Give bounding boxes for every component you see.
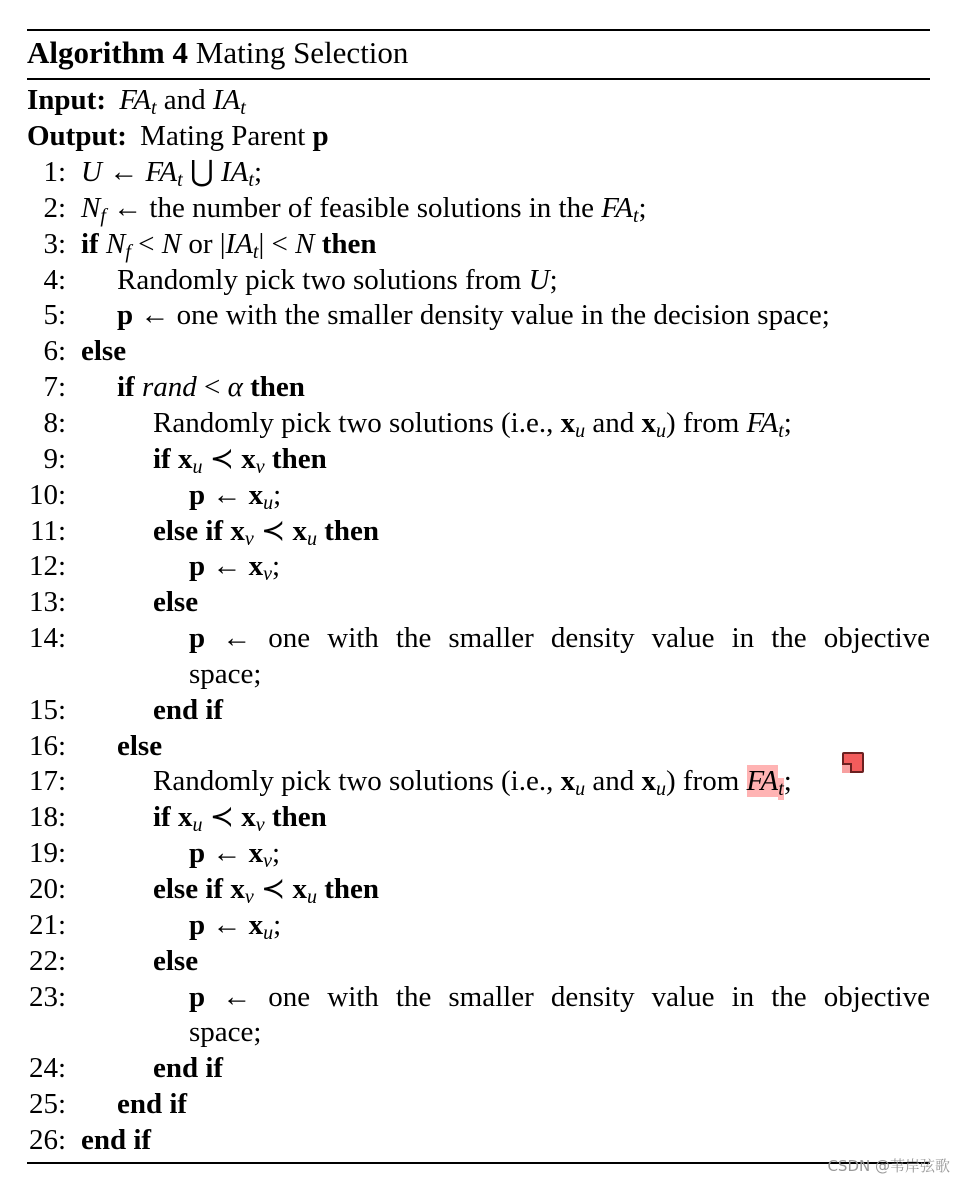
text: | < — [258, 227, 296, 260]
text: ) from — [665, 765, 747, 798]
keyword: then — [264, 442, 327, 475]
math-token: N — [161, 227, 182, 260]
output-row — [27, 118, 930, 154]
text: space; — [189, 1016, 262, 1049]
math-token: p — [189, 550, 206, 583]
keyword: else if — [153, 873, 231, 905]
line-number: 6: — [43, 335, 66, 368]
text: < — [196, 371, 228, 404]
algorithm-line — [27, 190, 930, 226]
line-content — [153, 1050, 930, 1086]
algorithm-line — [27, 405, 930, 441]
text: ; — [549, 263, 558, 296]
text: ≺ — [253, 514, 293, 547]
line-content — [117, 262, 930, 298]
line-number: 26: — [28, 1123, 66, 1156]
math-token: x — [230, 514, 245, 547]
keyword: else — [153, 586, 199, 619]
math-token: t — [150, 97, 157, 119]
algorithm-line — [27, 369, 930, 405]
algorithm-line — [27, 154, 930, 190]
line-content — [189, 907, 930, 943]
line-content — [153, 513, 930, 549]
math-token: x — [248, 908, 264, 941]
output-label: Output: — [27, 120, 127, 152]
line-content — [189, 656, 930, 692]
text: ) from — [665, 406, 747, 439]
line-number: 2: — [43, 191, 66, 224]
line-content — [189, 548, 930, 584]
line-number: 7: — [43, 371, 66, 404]
keyword: if — [81, 227, 106, 260]
line-content — [81, 226, 930, 262]
math-token: U — [81, 156, 102, 188]
algorithm-line — [27, 1014, 930, 1050]
line-content — [189, 477, 930, 513]
text: space; — [189, 657, 262, 690]
line-content — [153, 799, 930, 835]
algorithm-line — [27, 333, 930, 369]
math-token: u — [655, 778, 666, 801]
text: ⋃ — [182, 156, 222, 188]
text: ← one with the smaller density value in the decision space; — [133, 299, 830, 332]
keyword: if — [117, 371, 142, 404]
math-token: FA — [119, 84, 151, 116]
math-token: FA — [145, 156, 178, 188]
text: ; — [783, 765, 792, 798]
math-token: IA — [221, 156, 249, 188]
line-number: 11: — [30, 514, 66, 547]
keyword: if — [153, 442, 178, 475]
input-row — [27, 82, 930, 118]
line-number: 25: — [28, 1088, 66, 1121]
keyword: then — [264, 801, 327, 834]
output-value — [140, 120, 329, 152]
math-token: t — [252, 240, 259, 263]
algorithm-label: Algorithm 4 — [27, 35, 189, 70]
math-token: FA — [601, 191, 633, 224]
algorithm-line — [27, 548, 930, 584]
math-token: x — [177, 442, 193, 475]
line-number: 18: — [28, 801, 66, 834]
line-content — [189, 835, 930, 871]
text: ; — [273, 478, 282, 511]
algorithm-line — [27, 835, 930, 871]
text: ← — [205, 837, 249, 870]
math-token: N — [81, 191, 101, 224]
line-content — [81, 154, 930, 190]
math-token: f — [100, 204, 106, 227]
math-token: IA — [225, 227, 253, 260]
text: ; — [273, 908, 282, 941]
math-token: u — [192, 455, 203, 478]
line-number: 12: — [28, 550, 66, 583]
math-token: N — [295, 227, 315, 260]
text: ≺ — [202, 801, 242, 834]
text: < — [130, 227, 162, 260]
keyword: if — [153, 801, 178, 834]
line-content — [117, 728, 930, 764]
algorithm-line — [27, 584, 930, 620]
line-number: 5: — [43, 299, 66, 332]
math-token: x — [292, 514, 308, 547]
line-content — [81, 333, 930, 369]
text: ← — [205, 908, 249, 941]
text: Randomly pick two solutions (i.e., — [153, 406, 561, 439]
keyword: else — [117, 729, 163, 762]
keyword: end if — [117, 1088, 188, 1121]
math-token: p — [189, 478, 206, 511]
math-token: f — [125, 240, 131, 263]
text: ; — [783, 406, 792, 439]
algorithm-line — [27, 297, 930, 333]
algorithm-line — [27, 979, 930, 1015]
math-token: t — [778, 419, 784, 442]
math-token: v — [255, 814, 265, 837]
math-token: u — [655, 419, 666, 442]
text: Mating Parent — [140, 120, 313, 152]
line-number: 1: — [43, 156, 66, 188]
keyword: then — [317, 514, 380, 547]
text: ← — [205, 550, 249, 583]
math-token: x — [292, 873, 308, 905]
math-token: p — [189, 622, 206, 655]
algorithm-line — [27, 226, 930, 262]
math-token: FA — [746, 406, 779, 439]
keyword: end if — [153, 1052, 224, 1085]
math-token: p — [117, 299, 134, 332]
line-content — [153, 405, 930, 441]
text: ← one with the smaller density value in the objective — [205, 622, 930, 655]
algorithm-line — [27, 477, 930, 513]
line-content — [153, 441, 930, 477]
text: ; — [253, 156, 263, 188]
math-token: p — [189, 908, 206, 941]
algorithm-line — [27, 1050, 930, 1086]
math-token: IA — [212, 84, 241, 116]
line-content — [153, 584, 930, 620]
keyword: else — [153, 944, 199, 977]
text: ; — [272, 550, 281, 583]
math-token: x — [177, 801, 193, 834]
algorithm-line — [27, 943, 930, 979]
text: ≺ — [253, 873, 293, 905]
keyword: end if — [81, 1123, 152, 1156]
line-number: 24: — [28, 1052, 66, 1085]
math-token: p — [189, 980, 206, 1013]
algorithm-line — [27, 871, 930, 907]
line-number: 22: — [28, 944, 66, 977]
math-token: x — [230, 873, 245, 905]
math-token: x — [248, 837, 264, 870]
keyword: then — [314, 227, 377, 260]
line-content — [189, 620, 930, 656]
algorithm-line — [27, 656, 930, 692]
math-token: x — [248, 550, 264, 583]
text: Randomly pick two solutions from — [117, 263, 529, 296]
line-number: 8: — [43, 406, 66, 439]
algorithm-line — [27, 513, 930, 549]
algorithm-line — [27, 907, 930, 943]
algorithm-line — [27, 692, 930, 728]
line-number: 19: — [28, 837, 66, 870]
math-token: p — [312, 120, 329, 152]
line-content — [189, 979, 930, 1015]
math-token: t — [240, 97, 246, 119]
math-token: x — [241, 442, 256, 475]
algorithm-line — [27, 728, 930, 764]
math-token: p — [189, 837, 206, 870]
math-token: x — [641, 765, 656, 798]
math-token: u — [263, 491, 274, 514]
math-token: t — [632, 204, 639, 227]
algorithm-line — [27, 799, 930, 835]
math-token: x — [641, 406, 656, 439]
text: ← — [101, 156, 146, 188]
line-number: 10: — [28, 478, 66, 511]
algorithm-line — [27, 763, 930, 799]
algorithm-line — [27, 1086, 930, 1122]
line-number: 9: — [43, 442, 66, 475]
math-token: t — [177, 169, 183, 191]
math-token: x — [560, 765, 576, 798]
math-token: t — [248, 169, 254, 191]
line-number: 13: — [28, 586, 66, 619]
text: ≺ — [202, 442, 242, 475]
watermark: CSDN @苇岸弦歌 — [827, 1157, 950, 1175]
keyword: else if — [153, 514, 231, 547]
algorithm-line — [27, 262, 930, 298]
bottom-rule — [27, 1162, 930, 1164]
keyword: end if — [153, 693, 224, 726]
math-token: u — [575, 419, 586, 442]
text: ← the number of feasible solutions in the — [105, 191, 602, 224]
algorithm-line — [27, 620, 930, 656]
text: ← — [205, 478, 249, 511]
line-content — [81, 1122, 930, 1158]
text: and — [585, 406, 642, 439]
text: and — [585, 765, 642, 798]
line-number: 16: — [28, 729, 66, 762]
text: ; — [272, 837, 281, 870]
math-token: α — [227, 371, 243, 404]
math-token: u — [307, 527, 318, 550]
math-token: u — [307, 886, 318, 908]
math-token: x — [560, 406, 576, 439]
input-value — [119, 84, 246, 119]
math-token: v — [263, 563, 273, 586]
line-number: 21: — [28, 908, 66, 941]
math-token: v — [263, 850, 273, 873]
line-content — [117, 369, 930, 405]
math-token: x — [248, 478, 264, 511]
line-number: 17: — [28, 765, 66, 798]
math-token: rand — [141, 371, 197, 404]
text: Randomly pick two solutions (i.e., — [153, 765, 561, 798]
line-number: 23: — [28, 980, 66, 1013]
text: and — [156, 84, 213, 116]
line-number: 14: — [28, 622, 66, 655]
math-token: t — [778, 778, 784, 801]
line-content — [153, 943, 930, 979]
line-content — [81, 190, 930, 226]
line-number: 3: — [43, 227, 66, 260]
math-token: U — [528, 263, 550, 296]
algorithm-caption — [27, 32, 408, 74]
line-content — [153, 871, 930, 907]
algorithm-title: Mating Selection — [195, 35, 409, 70]
input-label: Input: — [27, 84, 106, 116]
algorithm-line — [27, 1122, 930, 1158]
text: or | — [181, 227, 226, 260]
text: ; — [638, 191, 647, 224]
keyword: else — [81, 335, 127, 368]
math-token: N — [105, 227, 126, 260]
math-token: u — [263, 921, 274, 944]
line-number: 20: — [28, 873, 66, 905]
line-content — [117, 297, 930, 333]
line-number: 4: — [43, 263, 66, 296]
math-token: FA — [746, 765, 779, 798]
line-content — [153, 692, 930, 728]
math-token: x — [241, 801, 256, 834]
caption-rule — [27, 78, 930, 80]
keyword: then — [242, 371, 305, 404]
math-token: u — [192, 814, 203, 837]
top-rule — [27, 29, 930, 31]
math-token: u — [575, 778, 586, 801]
line-content — [189, 1014, 930, 1050]
line-number: 15: — [28, 693, 66, 726]
text: ← one with the smaller density value in the objective — [205, 980, 930, 1013]
line-content — [153, 763, 930, 799]
keyword: then — [317, 873, 380, 905]
algorithm-line — [27, 441, 930, 477]
math-token: v — [244, 527, 254, 550]
math-token: v — [244, 886, 254, 908]
line-content — [117, 1086, 930, 1122]
sticky-note-icon[interactable] — [842, 752, 864, 773]
math-token: v — [255, 455, 265, 478]
